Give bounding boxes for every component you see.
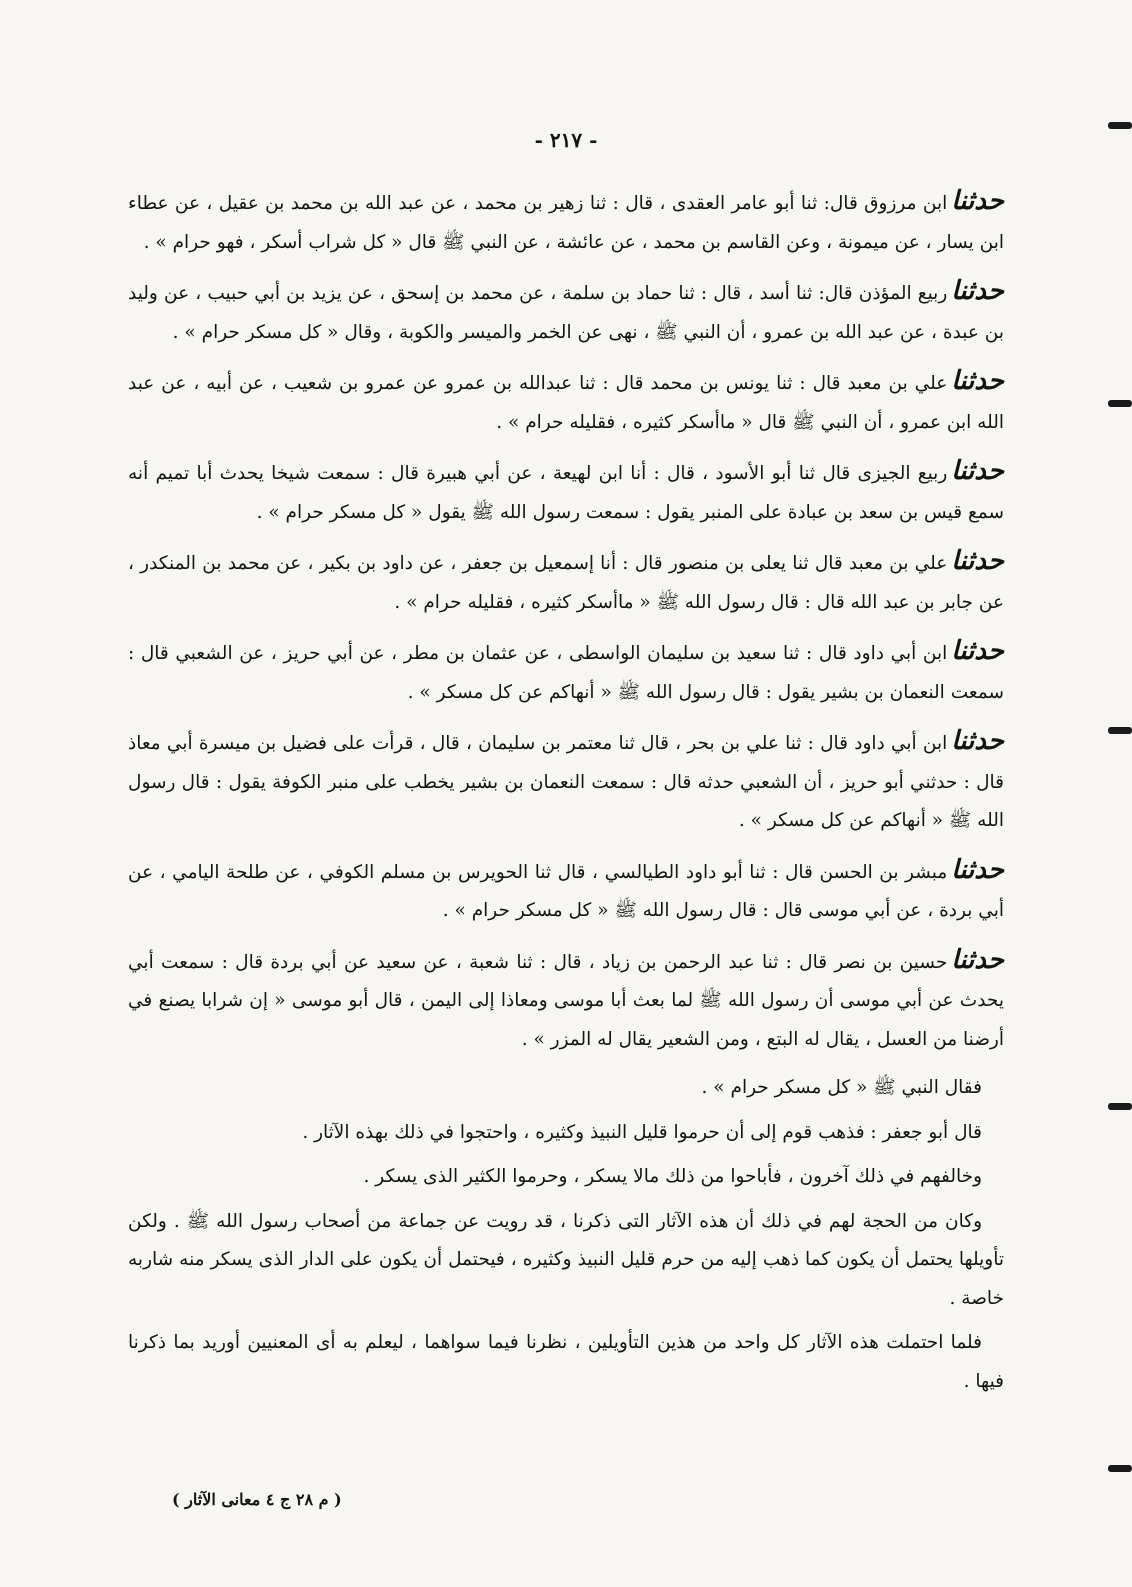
paragraph-lead-word: حدثنا: [951, 276, 1004, 306]
paragraph-text: حسين بن نصر قال : ثنا عبد الرحمن بن زياد ، قال : ثنا شعبة ، عن سعيد عن أبي بردة قال : سمعت أبي يحدث عن أبي موسى أن رسول الله ﷺ لما بعث أبا موسى ومعاذا إلى اليمن ، قال أبو موسى « إن شرابا يصنع في أرضنا من العسل ، يقال له البتع ، ومن الشعير يقال له المزر » .: [128, 951, 1004, 1050]
hadith-paragraph: [128, 941, 1004, 1060]
hadith-paragraph: [128, 362, 1004, 442]
footer-reference: ( م ٢٨ ج ٤ معانى الآثار ): [172, 1490, 342, 1509]
scan-edge-mark: [1108, 400, 1132, 407]
text-paragraph: [128, 1324, 1004, 1401]
hadith-paragraph: [128, 542, 1004, 622]
text-paragraph: [128, 1069, 1004, 1108]
paragraph-text: ربيع المؤذن قال: ثنا أسد ، قال : ثنا حماد بن سلمة ، عن محمد بن إسحق ، عن يزيد بن أبي حبيب ، عن وليد بن عبدة ، عن عبد الله بن عمرو ، أن النبي ﷺ ، نهى عن الخمر والميسر والكوبة ، وقال « كل مسكر حرام » .: [128, 283, 1004, 343]
text-paragraph: [128, 1158, 1004, 1197]
hadith-paragraph: [128, 182, 1004, 262]
hadith-paragraph: [128, 722, 1004, 841]
hadith-paragraph: [128, 452, 1004, 532]
paragraph-lead-word: حدثنا: [951, 546, 1004, 576]
paragraph-lead-word: حدثنا: [951, 186, 1004, 216]
paragraph-text: علي بن معبد قال : ثنا يونس بن محمد قال : ثنا عبدالله بن عمرو عن عمرو بن شعيب ، عن أبيه ، عن عبد الله ابن عمرو ، أن النبي ﷺ قال « ماأسكر كثيره ، فقليله حرام » .: [128, 373, 1004, 433]
text-paragraph: [128, 1203, 1004, 1319]
paragraph-text: ربيع الجيزى قال ثنا أبو الأسود ، قال : أنا ابن لهيعة ، عن أبي هبيرة قال : سمعت شيخا يحدث أبا تميم أنه سمع قيس بن سعد بن عبادة على المنبر يقول : سمعت رسول الله ﷺ يقول « كل مسكر حرام » .: [128, 463, 1004, 523]
scan-edge-mark: [1108, 1465, 1132, 1472]
scan-edge-mark: [1108, 1103, 1132, 1110]
scan-edge-mark: [1108, 122, 1132, 129]
paragraph-text: فقال النبي ﷺ « كل مسكر حرام » .: [701, 1077, 982, 1098]
paragraph-text: فلما احتملت هذه الآثار كل واحد من هذين التأويلين ، نظرنا فيما سواهما ، ليعلم به أى المعنيين أوريد بما ذكرنا فيها .: [128, 1332, 1004, 1392]
hadith-paragraph: [128, 851, 1004, 931]
hadith-paragraph: [128, 272, 1004, 352]
paragraph-lead-word: حدثنا: [951, 854, 1004, 885]
paragraph-lead-word: حدثنا: [951, 944, 1004, 975]
paragraph-text: مبشر بن الحسن قال : ثنا أبو داود الطيالسي ، قال ثنا الحويرس بن مسلم الكوفي ، عن طلحة اليامي ، عن أبي بردة ، عن أبي موسى قال : قال رسول الله ﷺ « كل مسكر حرام » .: [128, 861, 1004, 921]
paragraph-lead-word: حدثنا: [951, 636, 1004, 666]
paragraph-lead-word: حدثنا: [951, 456, 1004, 486]
paragraph-text: وخالفهم في ذلك آخرون ، فأباحوا من ذلك مالا يسكر ، وحرموا الكثير الذى يسكر .: [363, 1166, 982, 1187]
paragraph-text: وكان من الحجة لهم في ذلك أن هذه الآثار التى ذكرنا ، قد رويت عن جماعة من أصحاب رسول الله ﷺ . ولكن تأويلها يحتمل أن يكون كما ذهب إليه من حرم قليل النبيذ وكثيره ، فيحتمل أن يكون على الدار الذى يسكر منه شاربه خاصة .: [128, 1210, 1004, 1309]
paragraph-text: علي بن معبد قال ثنا يعلى بن منصور قال : أنا إسمعيل بن جعفر ، عن داود بن بكير ، عن محمد بن المنكدر ، عن جابر بن عبد الله قال : قال رسول الله ﷺ « ماأسكر كثيره ، فقليله حرام » .: [128, 553, 1004, 613]
text-paragraph: [128, 1114, 1004, 1153]
paragraph-text: ابن أبي داود قال : ثنا علي بن بحر ، قال ثنا معتمر بن سليمان ، قال ، قرأت على فضيل بن ميسرة أبي معاذ قال : حدثني أبو حريز ، أن الشعبي حدثه قال : سمعت النعمان بن بشير يخطب على منبر الكوفة يقول : قال رسول الله ﷺ « أنهاكم عن كل مسكر » .: [128, 733, 1004, 831]
paragraph-text: ابن أبي داود قال : ثنا سعيد بن سليمان الواسطى ، عن عثمان بن مطر ، عن أبي حريز ، عن الشعبي قال : سمعت النعمان بن بشير يقول : قال رسول الله ﷺ « أنهاكم عن كل مسكر » .: [128, 643, 1004, 703]
paragraph-lead-word: حدثنا: [951, 366, 1004, 396]
paragraph-lead-word: حدثنا: [951, 726, 1004, 756]
body-text: [128, 182, 1004, 1407]
paragraph-text: ابن مرزوق قال: ثنا أبو عامر العقدى ، قال : ثنا زهير بن محمد ، عن عبد الله بن محمد بن عقيل ، عن عطاء ابن يسار ، عن ميمونة ، وعن القاسم بن محمد ، عن عائشة ، عن النبي ﷺ قال « كل شراب أسكر ، فهو حرام » .: [128, 193, 1004, 253]
paragraph-text: قال أبو جعفر : فذهب قوم إلى أن حرموا قليل النبيذ وكثيره ، واحتجوا في ذلك بهذه الآثار .: [302, 1121, 982, 1143]
page-number: - ٢١٧ -: [534, 128, 598, 152]
scan-edge-mark: [1108, 727, 1132, 734]
hadith-paragraph: [128, 632, 1004, 712]
